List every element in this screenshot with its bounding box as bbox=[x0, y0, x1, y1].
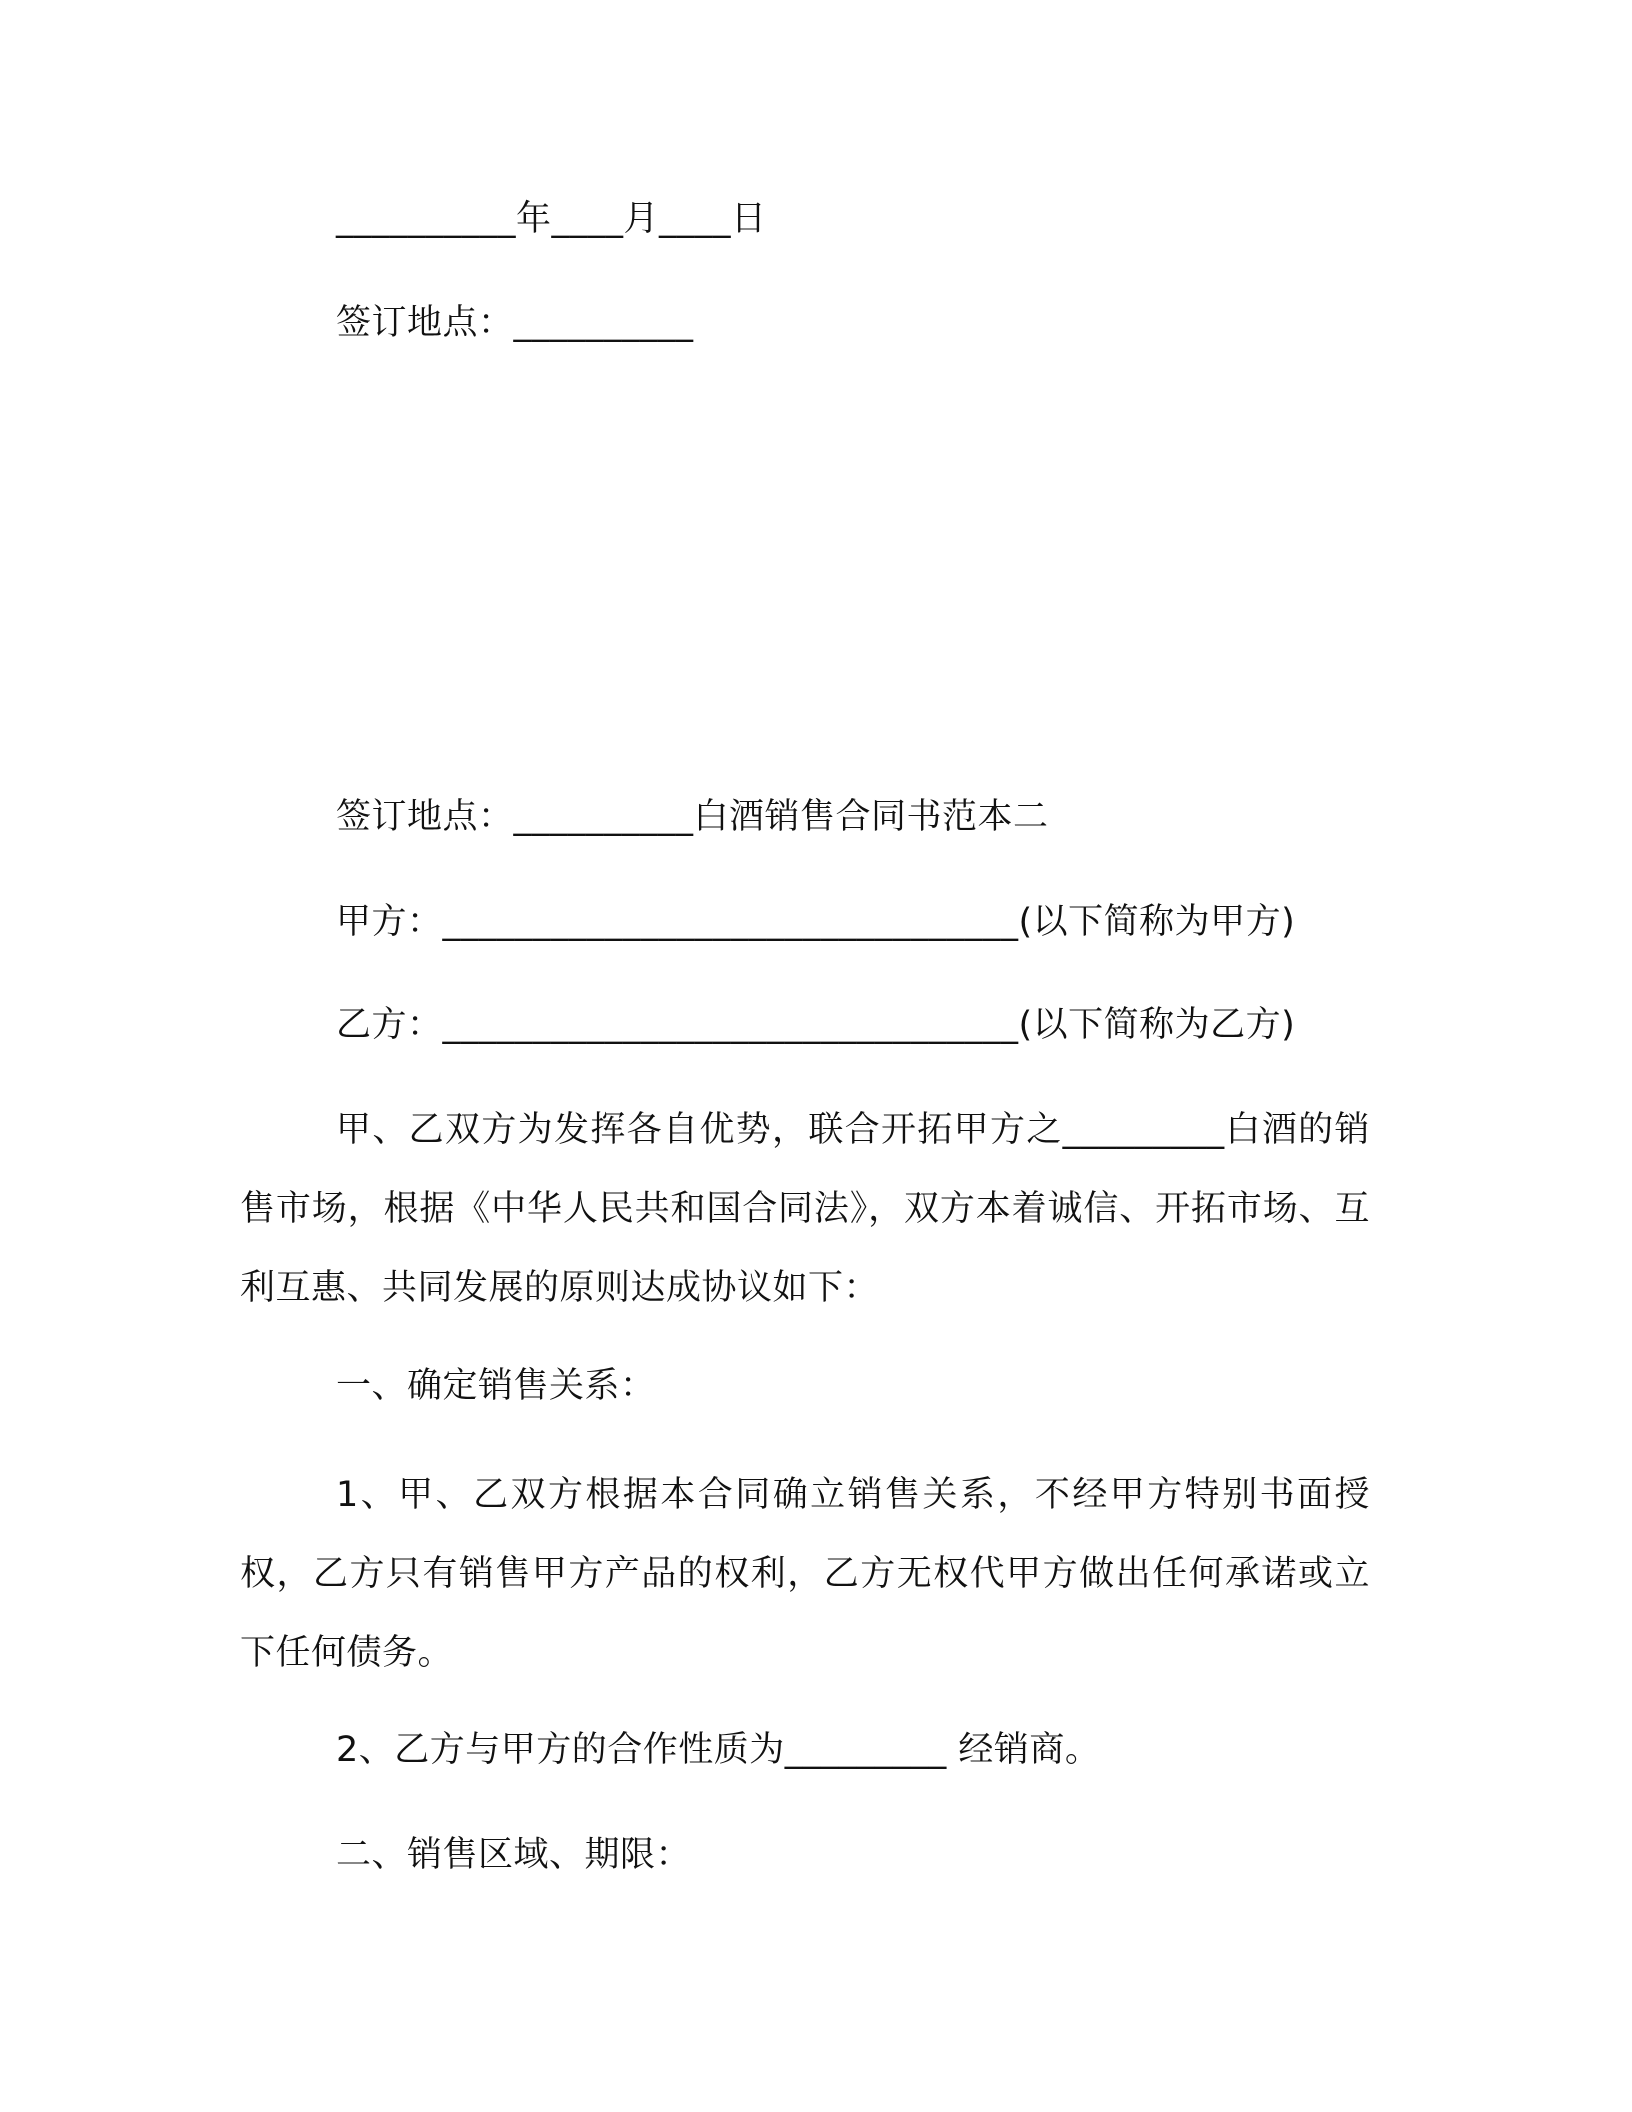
date-line: __________年____月____日 bbox=[336, 199, 767, 239]
item-2-paragraph: 2、乙方与甲方的合作性质为_________ 经销商。 bbox=[336, 1730, 1101, 1770]
section-2-heading: 二、销售区域、期限： bbox=[336, 1835, 692, 1875]
intro-paragraph: 甲、乙双方为发挥各自优势，联合开拓甲方之_________白酒的销售市场，根据《中华人民共和国合同法》，双方本着诚信、开拓市场、互利互惠、共同发展的原则达成协议如下： bbox=[240, 1110, 1370, 1308]
signing-place-line: 签订地点：__________ bbox=[336, 303, 694, 343]
signing-place-title-line: 签订地点：__________白酒销售合同书范本二 bbox=[336, 797, 1049, 837]
party-a-line: 甲方：________________________________(以下简称为甲方) bbox=[336, 902, 1296, 942]
party-b-line: 乙方：________________________________(以下简称为乙方) bbox=[336, 1005, 1296, 1045]
item-1-paragraph: 1、甲、乙双方根据本合同确立销售关系，不经甲方特别书面授权，乙方只有销售甲方产品的权利，乙方无权代甲方做出任何承诺或立下任何债务。 bbox=[240, 1475, 1370, 1673]
section-1-heading: 一、确定销售关系： bbox=[336, 1366, 656, 1406]
